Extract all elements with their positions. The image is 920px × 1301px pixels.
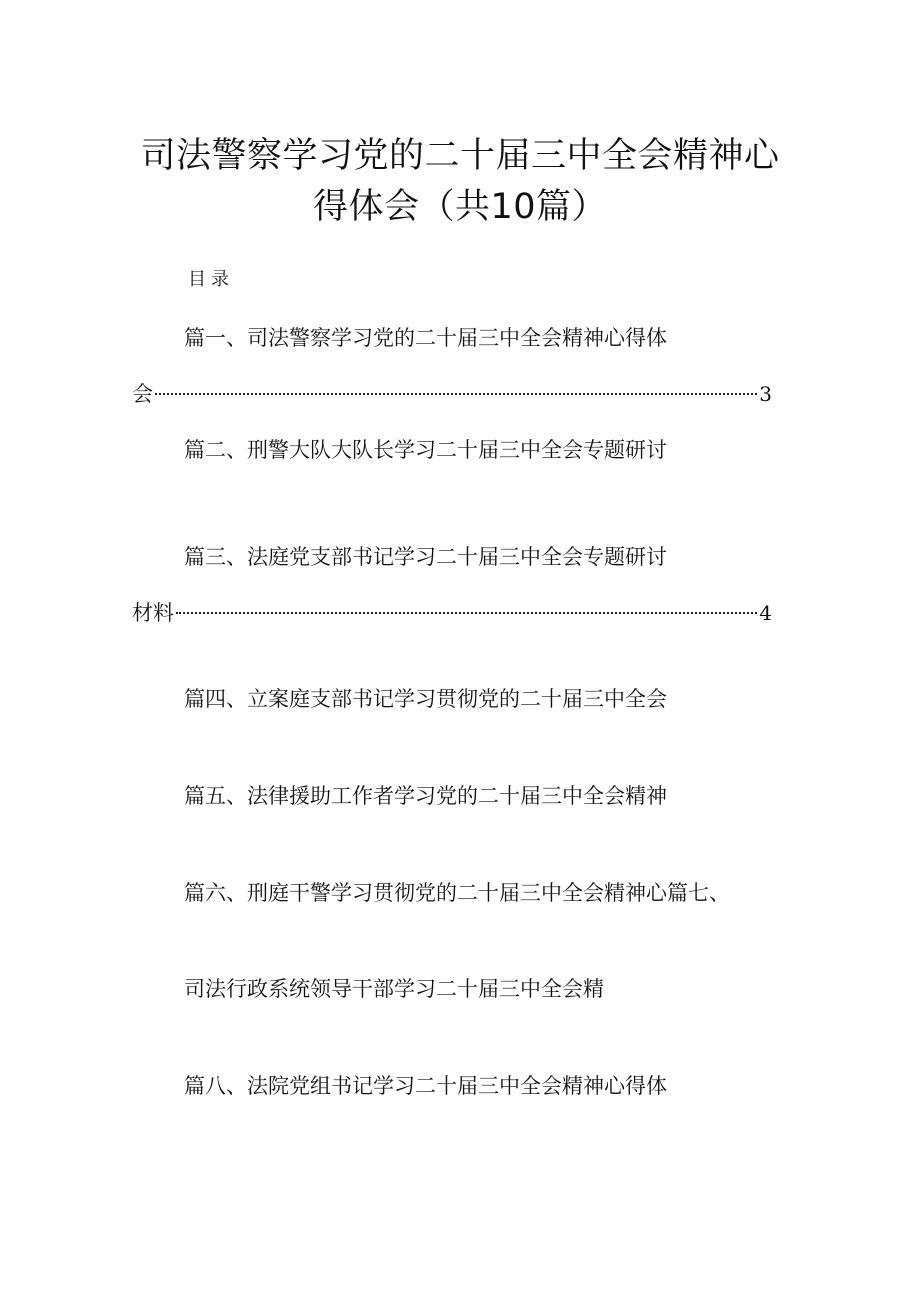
toc-page-number: 3 bbox=[759, 382, 772, 406]
toc-entry-4: 篇四、立案庭支部书记学习贯彻党的二十届三中全会 bbox=[184, 687, 667, 711]
toc-page-number: 4 bbox=[759, 601, 772, 625]
document-title-line-1: 司法警察学习党的二十届三中全会精神心 bbox=[140, 136, 780, 176]
toc-entry-3: 篇三、法庭党支部书记学习二十届三中全会专题研讨 bbox=[184, 545, 667, 569]
toc-entry-1-continuation bbox=[132, 378, 772, 410]
toc-entry-7: 司法行政系统领导干部学习二十届三中全会精 bbox=[184, 977, 604, 1001]
toc-entry-8: 篇八、法院党组书记学习二十届三中全会精神心得体 bbox=[184, 1074, 667, 1098]
toc-entry-2: 篇二、刑警大队大队长学习二十届三中全会专题研讨 bbox=[184, 438, 667, 462]
dot-leader bbox=[155, 393, 757, 395]
dot-leader bbox=[176, 612, 757, 614]
toc-entry-1: 篇一、司法警察学习党的二十届三中全会精神心得体 bbox=[184, 326, 667, 350]
toc-entry-3-continuation bbox=[132, 597, 772, 629]
document-title-line-2: 得体会（共10篇） bbox=[312, 187, 608, 227]
toc-entry-6: 篇六、刑庭干警学习贯彻党的二十届三中全会精神心篇七、 bbox=[184, 881, 730, 905]
toc-entry-3-tail-text: 材料 bbox=[132, 601, 174, 625]
toc-entry-1-tail-text: 会 bbox=[132, 382, 153, 406]
toc-entry-5: 篇五、法律援助工作者学习党的二十届三中全会精神 bbox=[184, 784, 667, 808]
toc-heading: 目录 bbox=[188, 269, 234, 290]
